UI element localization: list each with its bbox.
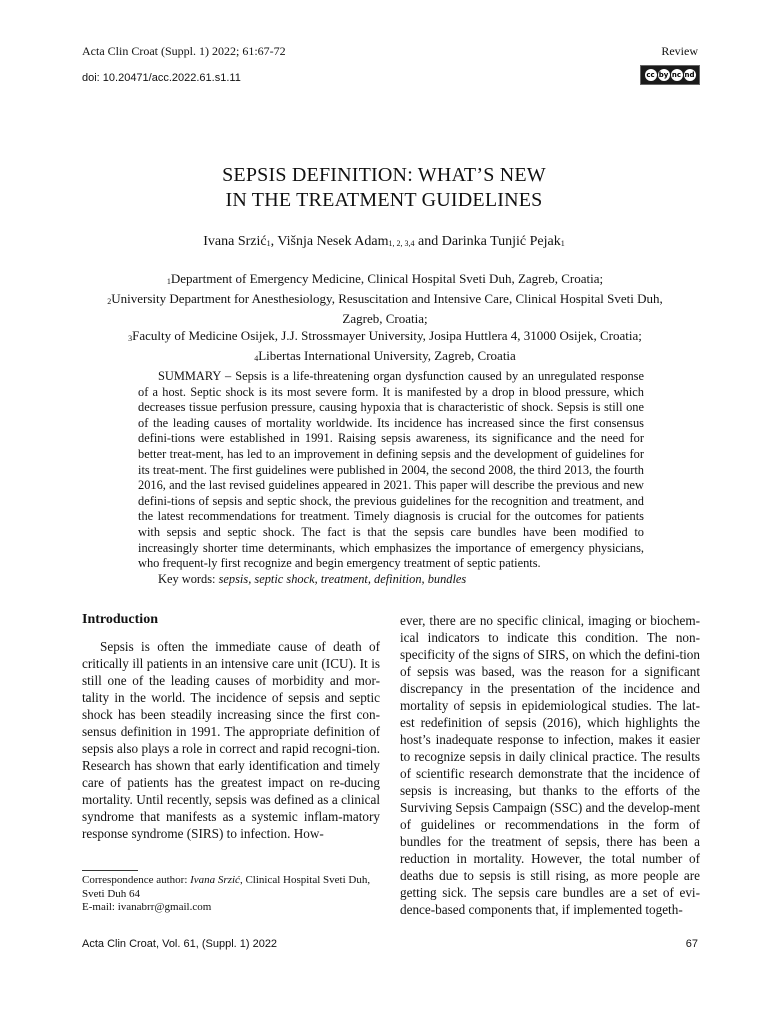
affiliation-2: $_2$University Department for Anesthesiology, Resuscitation and Intensive Care, Clinical Hospital Sveti Duh, Zagreb, Croatia; [107,291,663,326]
summary-text: SUMMARY – Sepsis is a life-threatening organ dysfunction caused by an unregulated response of a host. Septic shock is its most severe form. It is manifested by a drop in blood pressure, which decreases tissue perfusion pressure, causing hypoxia that is characteristic of shock. Sepsis is still one of the leading causes of mortality worldwide. Its incidence has increased since the first consensus defini-tions were established in 1991. Raising sepsis awareness, its significance and the need for better treat-ment, has led to an improvement in defining sepsis and the development of guidelines for its treat-ment. The first guidelines were published in 2004, the second 2008, the third 2013, the fourth 2016, and the last revised guidelines appeared in 2021. This paper will describe the previous and new defini-tions of sepsis and septic shock, the previous guidelines for the recognition and treatment, and the latest recommendations for treatment. Timely diagnosis is crucial for the outcomes for patients with sepsis and septic shock. The fact is that the sepsis care bundles have been modified to increasingly shorter time determinants, which emphasizes the importance of emergency physicians, who frequent-ly first recognize and begin emergency treatment of septic patients. [138,369,644,571]
title-line-1: SEPSIS DEFINITION: WHAT’S NEW [222,164,546,186]
abstract [138,369,644,587]
by-icon: by [658,71,669,79]
keywords: Key words: sepsis, septic shock, treatment, definition, bundles [158,571,467,586]
article-type: Review [661,44,698,58]
cc-license-badge[interactable] [640,65,700,85]
affiliations [90,270,680,367]
doi[interactable]: doi: 10.20471/acc.2022.61.s1.11 [82,72,241,84]
left-column [82,612,380,842]
correspondence-footnote: Correspondence author: Ivana Srzić, Clinical Hospital Sveti Duh, Sveti Duh 64 E-mail: ivanabrr@gmail.com [82,874,382,915]
right-column [400,612,700,918]
author-1: Ivana Srzić [203,234,267,249]
nd-icon: nd [684,71,695,79]
affiliation-1: $_1$Department of Emergency Medicine, Clinical Hospital Sveti Duh, Zagreb, Croatia; [166,271,604,286]
intro-paragraph-left: Sepsis is often the immediate cause of death of critically ill patients in an intensive care unit (ICU). It is still one of the leading causes of morbidity and mor-tality in the world. The incidence of sepsis and septic shock has been steadily increasing since the first con-sensus definition in 1991. The appropriate definition of sepsis also plays a role in correct and rapid recogni-tion. Research has shown that early identification and timely care of patients has the greatest impact on re-ducing mortality. Until recently, sepsis was defined as a clinical syndrome that manifests as a systemic inflam-matory response syndrome (SIRS) to infection. How- [82,639,380,841]
nc-icon: nc [671,71,682,79]
page-number: 67 [685,938,698,950]
correspondence-email[interactable]: E-mail: ivanabrr@gmail.com [82,901,212,913]
author-3: Darinka Tunjić Pejak [441,234,561,249]
affiliation-4: $_4$Libertas International University, Zagreb, Croatia [254,348,516,363]
author-list: Ivana Srzić$_1$, Višnja Nesek Adam$_{1, 2, 3,4}$ and Darinka Tunjić Pejak$_1$ [203,234,565,249]
footer-citation: Acta Clin Croat, Vol. 61, (Suppl. 1) 2022 [82,938,278,950]
article-title [0,163,768,213]
journal-citation: Acta Clin Croat (Suppl. 1) 2022; 61:67-72 [82,44,286,58]
section-heading-introduction: Introduction [82,612,158,627]
intro-paragraph-right: ever, there are no specific clinical, imaging or biochem-ical indicators to indicate this condition. The non-specificity of the signs of SIRS, on which the defini-tion of sepsis was based, was the reason for a significant discrepancy in the presentation of the incidence and mortality of sepsis in epidemiological studies. The lat-est redefinition of sepsis (2016), which highlights the host’s inadequate response to infection, makes it easier to recognize sepsis in daily clinical practice. The results of scientific research demonstrate that the incidence of sepsis is increasing, but thanks to the efforts of the Surviving Sepsis Campaign (SSC) and the develop-ment of guidelines or recommendations in the form of bundles for the treatment of sepsis, there has been a reduction in mortality. However, the total number of deaths due to sepsis is still rising, as more people are getting sick. The sepsis care bundles are a set of evi-dence-based components that, if implemented togeth- [400,613,700,917]
footnote-divider [82,870,138,871]
title-line-2: IN THE TREATMENT GUIDELINES [225,189,543,211]
affiliation-3: $_3$Faculty of Medicine Osijek, J.J. Strossmayer University, Josipa Huttlera 4, 31000 Osijek, Croatia; [128,328,642,343]
author-2: Višnja Nesek Adam [277,234,389,249]
cc-icon: cc [646,71,655,79]
